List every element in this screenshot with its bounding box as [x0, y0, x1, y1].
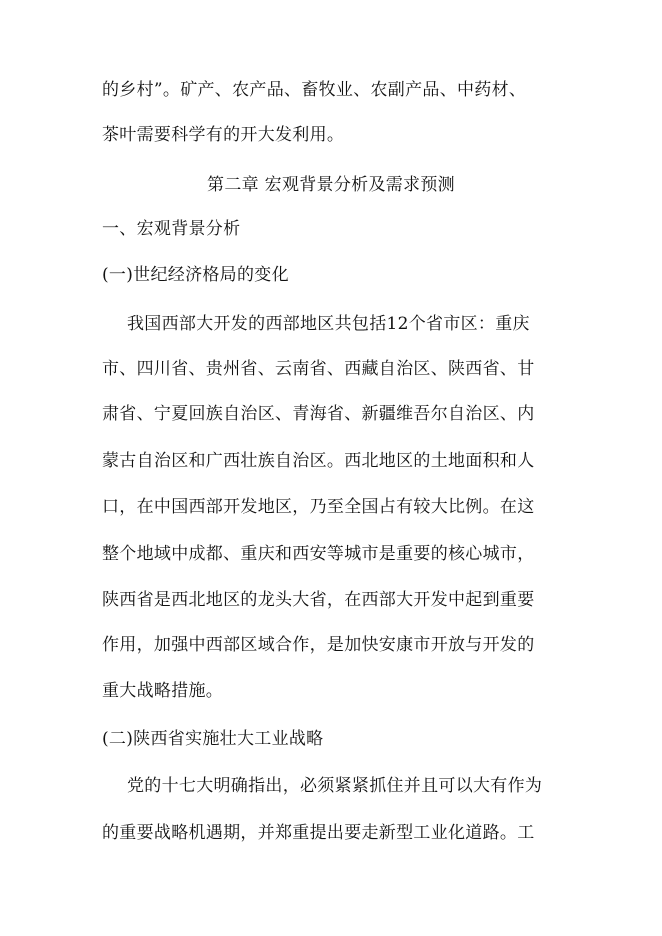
paragraph-1-line-2: 市、四川省、贵州省、云南省、西藏自治区、陕西省、甘 [102, 359, 535, 379]
continuation-line-1: 的乡村”。矿产、农产品、畜牧业、农副产品、中药材、 [102, 80, 527, 100]
paragraph-1-line-4: 蒙古自治区和广西壮族自治区。西北地区的土地面积和人 [102, 451, 535, 471]
paragraph-2-line-1: 党的十七大明确指出，必须紧紧抓住并且可以大有作为 [127, 776, 543, 796]
paragraph-1-line-6: 整个地域中成都、重庆和西安等城市是重要的核心城市， [102, 544, 535, 564]
paragraph-1-line-3: 肃省、宁夏回族自治区、青海省、新疆维吾尔自治区、内 [102, 404, 535, 424]
section-heading: 一、宏观背景分析 [102, 219, 241, 239]
continuation-line-2: 茶叶需要科学有的开大发利用。 [102, 125, 345, 145]
chapter-title: 第二章 宏观背景分析及需求预测 [207, 175, 455, 195]
paragraph-1-line-9: 重大战略措施。 [102, 681, 224, 701]
paragraph-1-line-8: 作用，加强中西部区域合作，是加快安康市开放与开发的 [102, 635, 535, 655]
subsection-1-heading: (一)世纪经济格局的变化 [102, 265, 289, 285]
paragraph-1-line-7: 陕西省是西北地区的龙头大省，在西部大开发中起到重要 [102, 590, 535, 610]
paragraph-2-line-2: 的重要战略机遇期，并郑重提出要走新型工业化道路。工 [102, 823, 535, 843]
paragraph-1-line-5: 口，在中国西部开发地区，乃至全国占有较大比例。在这 [102, 497, 535, 517]
paragraph-1-line-1: 我国西部大开发的西部地区共包括12个省市区：重庆 [127, 314, 530, 334]
subsection-2-heading: (二)陕西省实施壮大工业战略 [102, 729, 324, 749]
